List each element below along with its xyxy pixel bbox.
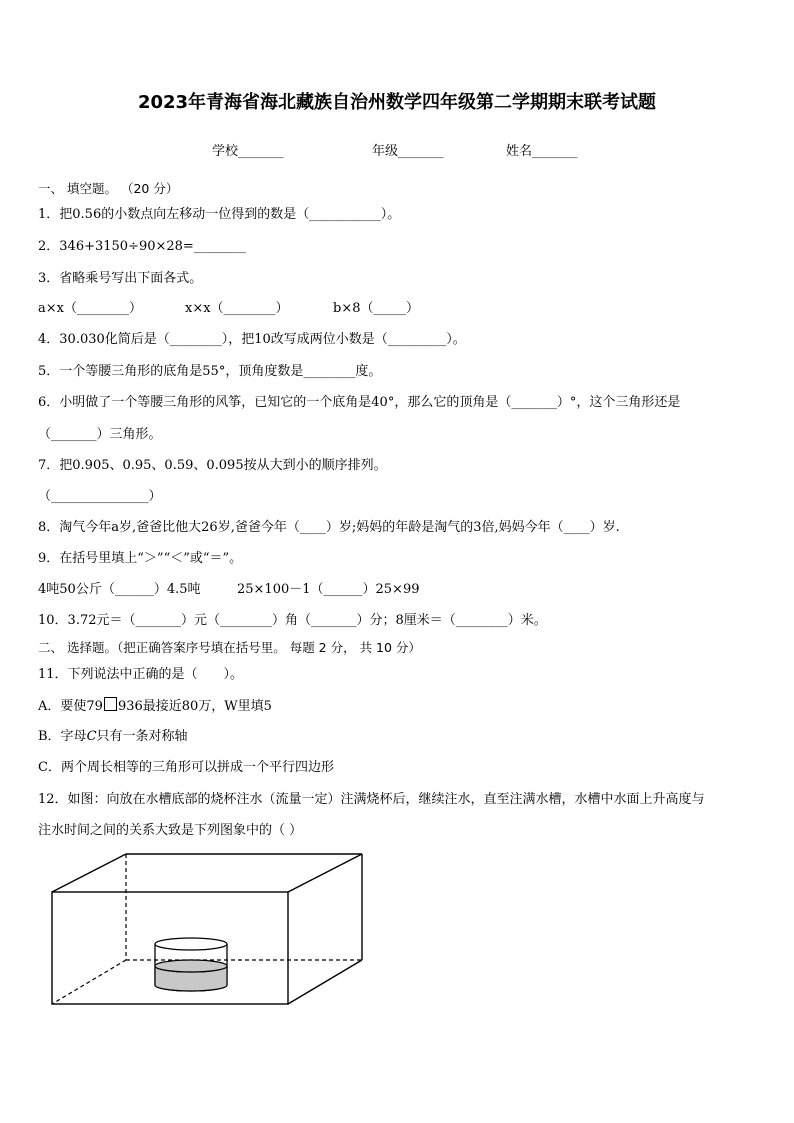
question-3: 3．省略乘号写出下面各式。 [38, 271, 203, 286]
blank-box [104, 697, 117, 711]
option-a-text-end: 936最接近80万，W里填5 [117, 699, 272, 714]
question-12-line-2: 注水时间之间的关系大致是下列图象中的（ ） [38, 823, 303, 838]
section-2-heading: 二、 选择题。（把正确答案序号填在括号里。 每题 2 分， 共 10 分） [38, 640, 421, 655]
question-1: 1．把0.56的小数点向左移动一位得到的数是（___________）。 [38, 207, 401, 222]
question-5: 5．一个等腰三角形的底角是55°，顶角度数是________度。 [38, 364, 382, 379]
question-3-part-b: x×x（________） [185, 301, 289, 316]
option-b-text-start: B．字母 [38, 729, 87, 744]
question-2: 2．346+3150÷90×28=________ [38, 239, 246, 254]
beaker-rim [155, 938, 227, 950]
school-field: 学校_______ [212, 144, 284, 159]
question-4: 4．30.030化简后是（________），把10改写成两位小数是（_________）。 [38, 332, 466, 347]
name-field: 姓名_______ [506, 144, 578, 159]
beaker [155, 938, 227, 991]
question-6-line-2: （_______）三角形。 [38, 427, 162, 442]
page-title: 2023年青海省海北藏族自治州数学四年级第二学期期末联考试题 [137, 92, 657, 113]
option-b-text-end: 只有一条对称轴 [96, 729, 188, 744]
question-11-option-b [38, 728, 188, 746]
option-b-letter: C [86, 729, 97, 744]
question-3-parts [38, 300, 438, 318]
question-6-line-1: 6．小明做了一个等腰三角形的风筝，已知它的一个底角是40°，那么它的顶角是（_______）°，这个三角形还是 [38, 395, 681, 410]
question-11: 11．下列说法中正确的是（ ）。 [38, 667, 244, 682]
question-9-part-b: 25×100－1（______）25×99 [237, 582, 420, 597]
option-a-text-start: A．要使79 [38, 699, 103, 714]
water-surface [155, 960, 227, 972]
question-11-option-a [38, 697, 272, 716]
question-3-part-a: a×x（________） [38, 301, 142, 316]
question-3-part-c: b×8（_____） [333, 301, 419, 316]
question-9: 9．在括号里填上“＞”“＜”或“＝”。 [38, 551, 243, 566]
question-7-line-2: （_______________） [38, 489, 162, 504]
section-1-heading: 一、 填空题。 （20 分） [38, 181, 179, 196]
question-12-line-1: 12．如图：向放在水槽底部的烧杯注水（流量一定）注满烧杯后，继续注水，直至注满水槽，水槽中水面上升高度与 [38, 792, 705, 807]
question-8: 8．淘气今年a岁,爸爸比他大26岁,爸爸今年（____）岁;妈妈的年龄是淘气的3倍,妈妈今年（____）岁. [38, 520, 620, 535]
grade-field: 年级_______ [372, 144, 444, 159]
question-10: 10．3.72元＝（_______）元（________）角（_______）分；8厘米＝（________）米。 [38, 613, 547, 628]
question-11-option-c: C．两个周长相等的三角形可以拼成一个平行四边形 [38, 760, 334, 775]
question-9-part-a: 4吨50公斤（______）4.5吨 [38, 582, 201, 597]
water-tank-figure [38, 842, 368, 1008]
question-7-line-1: 7．把0.905、0.95、0.59、0.095按从大到小的顺序排列。 [38, 458, 387, 473]
question-9-parts [38, 581, 438, 599]
